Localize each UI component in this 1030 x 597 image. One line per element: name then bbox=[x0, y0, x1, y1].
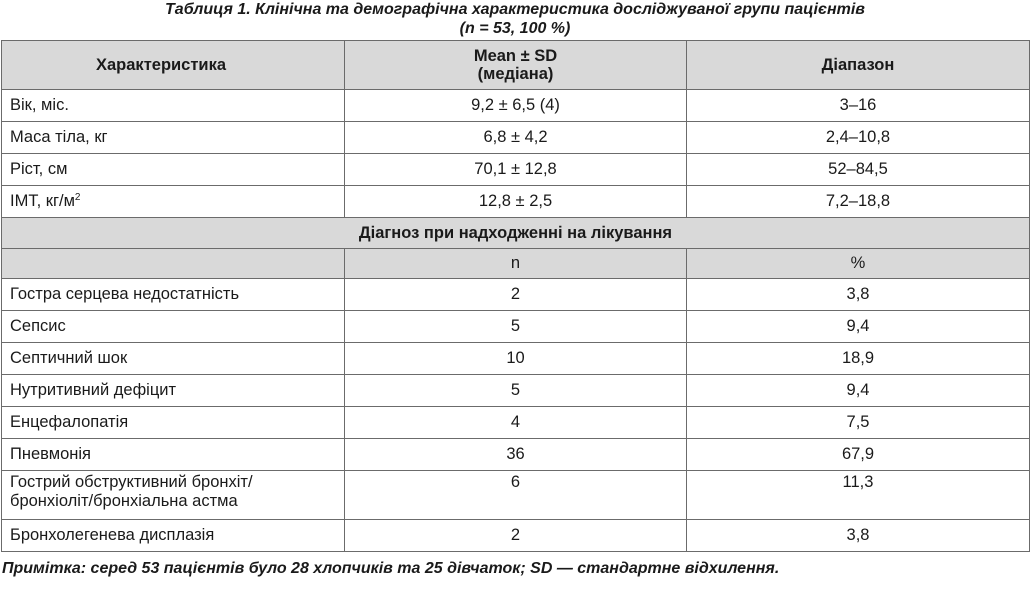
diagnosis-n: 6 bbox=[345, 471, 687, 520]
diagnosis-section-title: Діагноз при надходженні на лікування bbox=[2, 218, 1030, 249]
diagnosis-n: 10 bbox=[345, 343, 687, 375]
diagnosis-pct: 9,4 bbox=[687, 375, 1030, 407]
diagnosis-label: Гостра серцева недостатність bbox=[2, 279, 345, 311]
diagnosis-pct: 18,9 bbox=[687, 343, 1030, 375]
row-mean: 9,2 ± 6,5 (4) bbox=[345, 90, 687, 122]
table-row bbox=[2, 439, 1030, 471]
row-mean: 70,1 ± 12,8 bbox=[345, 154, 687, 186]
row-label-cell bbox=[2, 186, 345, 218]
header-mean-sd-label: Mean ± SD bbox=[473, 47, 558, 65]
table-row bbox=[2, 407, 1030, 439]
diagnosis-n: 36 bbox=[345, 439, 687, 471]
table-row bbox=[2, 375, 1030, 407]
diagnosis-pct: 7,5 bbox=[687, 407, 1030, 439]
row-range: 7,2–18,8 bbox=[687, 186, 1030, 218]
subheader-n: n bbox=[345, 249, 687, 279]
table-row bbox=[2, 186, 1030, 218]
header-characteristic-label: Характеристика bbox=[96, 56, 227, 74]
diagnosis-pct: 67,9 bbox=[687, 439, 1030, 471]
table-footnote: Примітка: серед 53 пацієнтів було 28 хлопчиків та 25 дівчаток; SD — стандартне відхилення. bbox=[2, 560, 780, 577]
diagnosis-label-line2: бронхіоліт/бронхіальна астма bbox=[10, 492, 238, 510]
header-mean-sd bbox=[345, 41, 687, 90]
row-mean: 6,8 ± 4,2 bbox=[345, 122, 687, 154]
table-row bbox=[2, 279, 1030, 311]
row-range: 3–16 bbox=[687, 90, 1030, 122]
diagnosis-label-line1: Гострий обструктивний бронхіт/ bbox=[10, 473, 253, 491]
row-label: ІМТ, кг/м bbox=[10, 192, 75, 210]
caption-title: Таблиця 1. Клінічна та демографічна характеристика досліджуваної групи пацієнтів bbox=[165, 1, 865, 18]
diagnosis-n: 4 bbox=[345, 407, 687, 439]
table-caption bbox=[0, 0, 1030, 40]
table-header-row bbox=[2, 41, 1030, 90]
diagnosis-n: 5 bbox=[345, 375, 687, 407]
diagnosis-n: 5 bbox=[345, 311, 687, 343]
table-row bbox=[2, 122, 1030, 154]
header-range: Діапазон bbox=[687, 41, 1030, 90]
diagnosis-pct: 11,3 bbox=[687, 471, 1030, 520]
diagnosis-label-cell bbox=[2, 471, 345, 520]
diagnosis-label: Сепсис bbox=[2, 311, 345, 343]
diagnosis-label: Бронхолегенева дисплазія bbox=[2, 520, 345, 552]
subheader-pct: % bbox=[687, 249, 1030, 279]
diagnosis-label: Септичний шок bbox=[2, 343, 345, 375]
subheader-row bbox=[2, 249, 1030, 279]
subheader-empty bbox=[2, 249, 345, 279]
table-row bbox=[2, 343, 1030, 375]
row-label: Маса тіла, кг bbox=[2, 122, 345, 154]
row-mean: 12,8 ± 2,5 bbox=[345, 186, 687, 218]
caption-subtitle: (n = 53, 100 %) bbox=[459, 20, 571, 37]
diagnosis-label: Нутритивний дефіцит bbox=[2, 375, 345, 407]
row-label-superscript: 2 bbox=[74, 192, 81, 203]
row-label: Вік, міс. bbox=[2, 90, 345, 122]
row-range: 52–84,5 bbox=[687, 154, 1030, 186]
row-label: Ріст, см bbox=[2, 154, 345, 186]
diagnosis-label: Пневмонія bbox=[2, 439, 345, 471]
section-header-row bbox=[2, 218, 1030, 249]
diagnosis-n: 2 bbox=[345, 520, 687, 552]
table-row bbox=[2, 520, 1030, 552]
patient-characteristics-table bbox=[1, 40, 1030, 552]
table-row bbox=[2, 311, 1030, 343]
diagnosis-label: Енцефалопатія bbox=[2, 407, 345, 439]
header-median-label: (медіана) bbox=[477, 65, 554, 83]
diagnosis-pct: 9,4 bbox=[687, 311, 1030, 343]
table-row bbox=[2, 154, 1030, 186]
table-row bbox=[2, 471, 1030, 520]
diagnosis-n: 2 bbox=[345, 279, 687, 311]
row-range: 2,4–10,8 bbox=[687, 122, 1030, 154]
diagnosis-pct: 3,8 bbox=[687, 520, 1030, 552]
table-row bbox=[2, 90, 1030, 122]
diagnosis-pct: 3,8 bbox=[687, 279, 1030, 311]
header-characteristic bbox=[2, 41, 345, 90]
